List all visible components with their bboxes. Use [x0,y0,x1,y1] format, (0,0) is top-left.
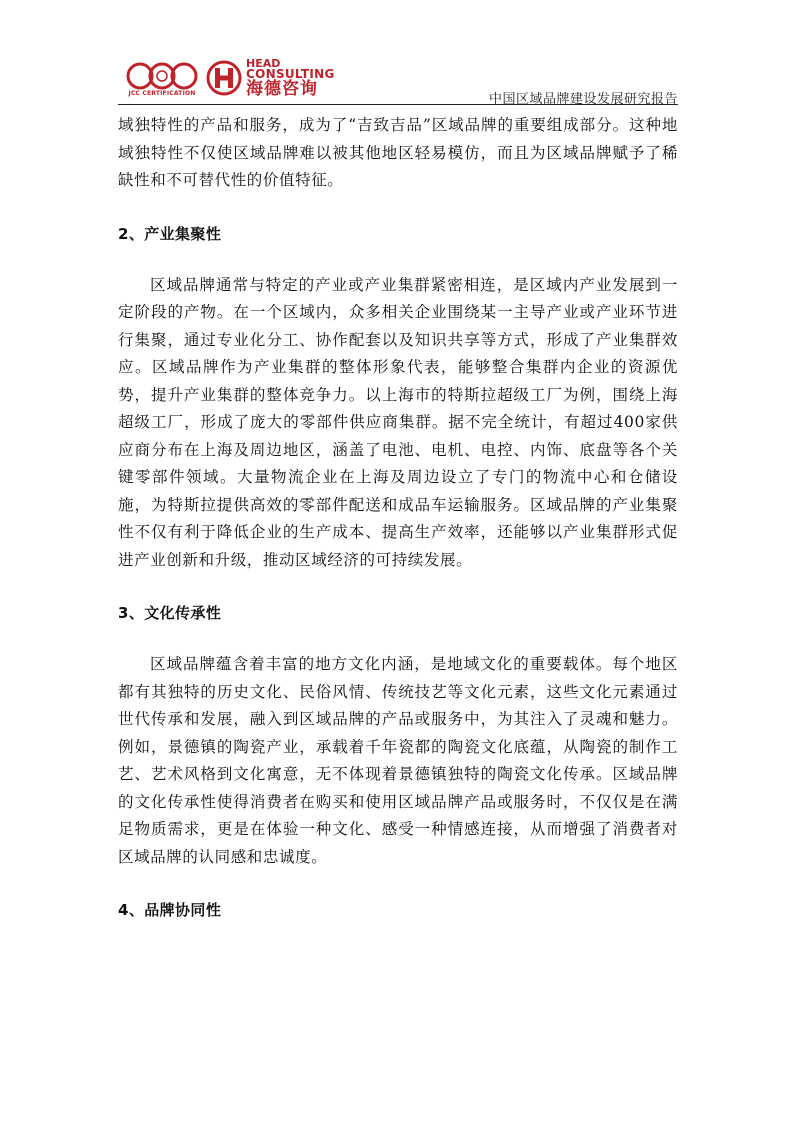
head-consulting-logo-icon [206,60,246,96]
consulting-wordmark: CONSULTING [246,67,335,81]
section-heading-cultural-heritage: 3、文化传承性 [118,604,222,622]
company-name-cn: 海德咨询 [246,79,318,99]
header-divider [118,104,678,105]
section-heading-brand-synergy: 4、品牌协同性 [118,901,222,919]
intro-paragraph: 域独特性的产品和服务，成为了“吉致吉品”区域品牌的重要组成部分。这种地域独特性不仅使区域品牌难以被其他地区轻易模仿，而且为区域品牌赋予了稀缺性和不可替代性的价值特征。 [118,116,678,189]
jcc-rings-logo [126,60,198,104]
jcc-label: JCC CERTIFICATION [128,90,196,97]
section-heading-industry-cluster: 2、产业集聚性 [118,224,222,243]
head-wordmark: HEAD [246,57,281,70]
report-title: 中国区域品牌建设发展研究报告 [488,92,678,107]
section-paragraph-cultural-heritage: 区域品牌蕴含着丰富的地方文化内涵，是地域文化的重要载体。每个地区都有其独特的历史文化、民俗风情、传统技艺等文化元素，这些文化元素通过世代传承和发展，融入到区域品牌的产品或服务中，为其注入了灵魂和魅力。例如，景德镇的陶瓷产业，承载着千年瓷都的陶瓷文化底蕴，从陶瓷的制作工艺、艺术风格到文化寓意，无不体现着景德镇独特的陶瓷文化传承。区域品牌的文化传承性使得消费者在购买和使用区域品牌产品或服务时，不仅仅是在满足物质需求，更是在体验一种文化、感受一种情感连接，从而增强了消费者对区域品牌的认同感和忠诚度。 [118,655,678,866]
page-header [118,56,678,106]
section-paragraph-industry-cluster: 区域品牌通常与特定的产业或产业集群紧密相连，是区域内产业发展到一定阶段的产物。在一个区域内，众多相关企业围绕某一主导产业或产业环节进行集聚，通过专业化分工、协作配套以及知识共享等方式，形成了产业集群效应。区域品牌作为产业集群的整体形象代表，能够整合集群内企业的资源优势，提升产业集群的整体竞争力。以上海市的特斯拉超级工厂为例，围绕上海超级工厂，形成了庞大的零部件供应商集群。据不完全统计，有超过400家供应商分布在上海及周边地区，涵盖了电池、电机、电控、内饰、底盘等各个关键零部件领域。大量物流企业在上海及周边设立了专门的物流中心和仓储设施，为特斯拉提供高效的零部件配送和成品车运输服务。区域品牌的产业集聚性不仅有利于降低企业的生产成本、提高生产效率，还能够以产业集群形式促进产业创新和升级，推动区域经济的可持续发展。 [118,275,678,569]
document-body [118,112,678,924]
